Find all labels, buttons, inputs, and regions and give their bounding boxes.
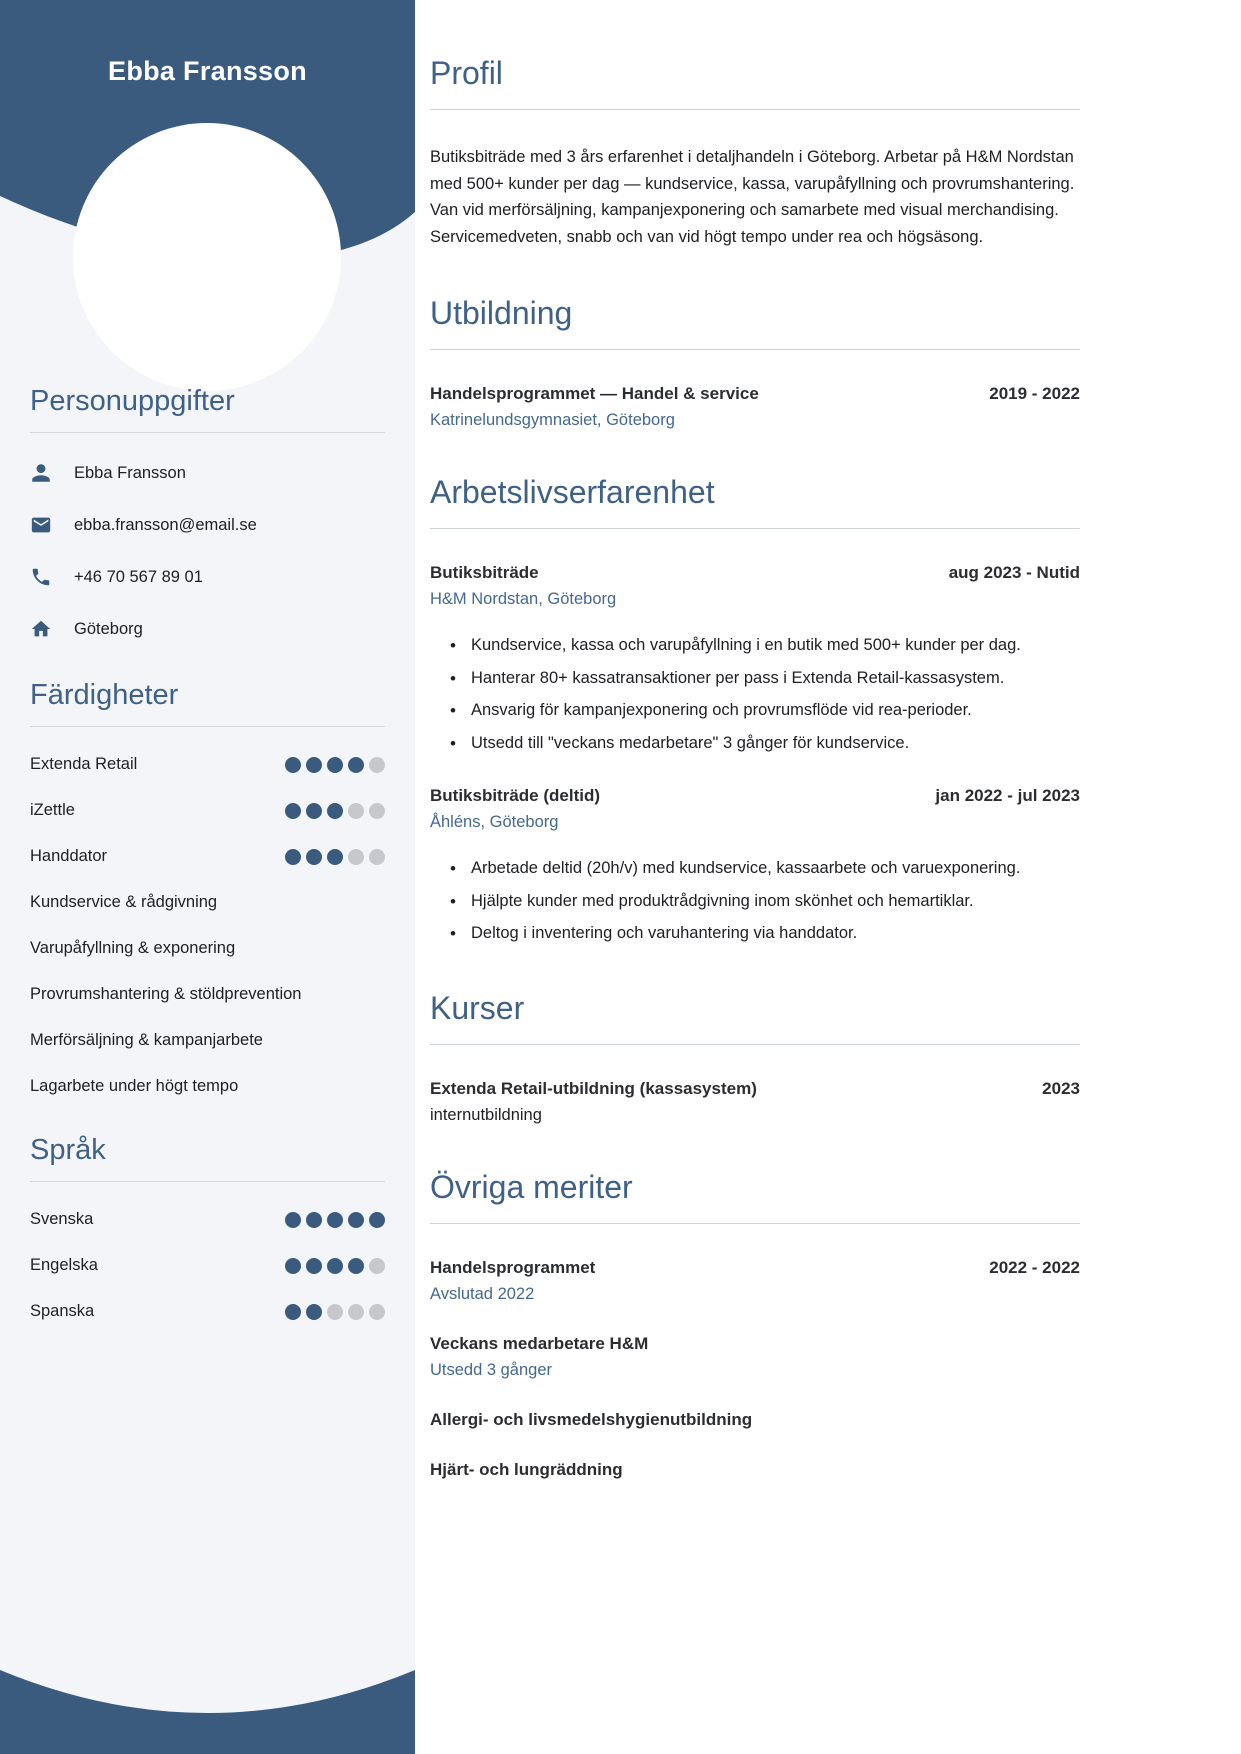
personal-details-title: Personuppgifter (30, 385, 385, 433)
contact-value: ebba.fransson@email.se (74, 515, 257, 534)
skill-row-label: Handdator (30, 847, 108, 865)
entry-date: 2019 - 2022 (989, 383, 1080, 403)
mail-icon (30, 513, 56, 537)
entry (430, 384, 1080, 430)
dot-filled (285, 757, 301, 773)
bullet-item: • Kundservice, kassa och varupåfyllning i en butik med 500+ kunder per dag. (450, 633, 1080, 658)
bullet-item: • Hjälpte kunder med produktrådgivning inom skönhet och hemartiklar. (450, 889, 1080, 914)
rating-dots (280, 803, 385, 819)
entry-title: Butiksbiträde (430, 562, 539, 582)
dot-filled (306, 1212, 322, 1228)
dot-filled (327, 757, 343, 773)
languages-list (30, 1210, 385, 1321)
contact-value: Ebba Fransson (74, 463, 186, 482)
section-personuppgifter (30, 385, 385, 641)
rating-dots (280, 849, 385, 865)
section-profil (430, 55, 1080, 251)
section-ovriga-meriter (430, 1169, 1080, 1480)
section-fardigheter (30, 679, 385, 1096)
language-row (30, 1210, 385, 1229)
sidebar (0, 0, 415, 1754)
profile-paragraph: Butiksbiträde med 3 års erfarenhet i detaljhandeln i Göteborg. Arbetar på H&M Nordstan med 500+ kunder per dag — kundservice, kassa, varupåfyllning och provrumshantering. Van vid merförsäljning, kampanjexponering och samarbete med visual merchandising. Servicemedveten, snabb och van vid högt tempo under rea och högsäsong. (430, 148, 1075, 247)
dot-empty (369, 757, 385, 773)
sidebar-bottom-curve (0, 1634, 415, 1754)
skill-row (30, 1077, 385, 1096)
entry-title: Handelsprogrammet (430, 1258, 596, 1278)
skills-title: Färdigheter (30, 679, 385, 727)
home-icon (30, 617, 56, 641)
entry-date: 2023 (1042, 1079, 1080, 1099)
dot-filled (348, 1212, 364, 1228)
entry (430, 563, 1080, 756)
entry (430, 1258, 1080, 1304)
dot-empty (369, 803, 385, 819)
entry-date: jan 2022 - jul 2023 (935, 785, 1080, 805)
skill-row-label: Lagarbete under högt tempo (30, 1077, 239, 1095)
entry-bullets (430, 633, 1080, 756)
section-kurser (430, 990, 1080, 1125)
contact-row (30, 617, 385, 641)
section-utbildning (430, 295, 1080, 430)
dot-filled (285, 1212, 301, 1228)
dot-filled (285, 1258, 301, 1274)
section-body (430, 529, 1080, 946)
language-row (30, 1256, 385, 1275)
skill-row (30, 893, 385, 912)
phone-icon (30, 565, 56, 589)
rating-dots (280, 757, 385, 773)
dot-filled (348, 757, 364, 773)
entry-date: aug 2023 - Nutid (948, 562, 1080, 582)
language-row-label: Spanska (30, 1302, 95, 1320)
skill-row (30, 985, 385, 1004)
dot-empty (369, 1304, 385, 1320)
rating-dots (280, 1212, 385, 1228)
skill-row-label: Kundservice & rådgivning (30, 893, 218, 911)
skill-row (30, 801, 385, 820)
person-name: Ebba Fransson (108, 56, 307, 86)
section-title-arbetslivserfarenhet: Arbetslivserfarenhet (430, 474, 1080, 529)
rating-dots (280, 1258, 385, 1274)
dot-filled (369, 1212, 385, 1228)
skill-row-label: Provrumshantering & stöldprevention (30, 985, 302, 1003)
entry-title: Butiksbiträde (deltid) (430, 785, 601, 805)
entry-head (430, 384, 1080, 404)
dot-filled (306, 1258, 322, 1274)
dot-empty (348, 803, 364, 819)
entry-subtitle: Åhléns, Göteborg (430, 812, 559, 831)
dot-filled (306, 849, 322, 865)
contact-row (30, 513, 385, 537)
entry-subtitle: Avslutad 2022 (430, 1285, 535, 1304)
entry (430, 1079, 1080, 1125)
entry-bullets (430, 856, 1080, 946)
entry-subtitle: Katrinelundsgymnasiet, Göteborg (430, 410, 675, 429)
section-body (430, 1045, 1080, 1125)
entry (430, 1460, 1080, 1480)
skills-list (30, 755, 385, 1096)
contact-value: +46 70 567 89 01 (74, 567, 203, 586)
main-column (430, 0, 1080, 1480)
skill-row (30, 755, 385, 774)
entry-date: 2022 - 2022 (989, 1258, 1080, 1278)
language-row-label: Engelska (30, 1256, 98, 1274)
languages-title: Språk (30, 1134, 385, 1182)
section-arbetslivserfarenhet (430, 474, 1080, 946)
entry (430, 786, 1080, 946)
dot-empty (369, 1258, 385, 1274)
section-title-utbildning: Utbildning (430, 295, 1080, 350)
dot-filled (327, 849, 343, 865)
entry (430, 1410, 1080, 1430)
entry-head (430, 1460, 1080, 1480)
dot-filled (285, 803, 301, 819)
skill-row-label: Varupåfyllning & exponering (30, 939, 236, 957)
entry-subtitle: H&M Nordstan, Göteborg (430, 589, 617, 608)
entry-head (430, 1258, 1080, 1278)
dot-empty (348, 1304, 364, 1320)
dot-filled (327, 1212, 343, 1228)
dot-empty (327, 1304, 343, 1320)
section-body (430, 1224, 1080, 1480)
entry-title: Veckans medarbetare H&M (430, 1334, 649, 1354)
contact-list (30, 461, 385, 641)
section-body (430, 110, 1080, 251)
entry (430, 1334, 1080, 1380)
section-sprak (30, 1134, 385, 1321)
dot-filled (285, 1304, 301, 1320)
entry-head (430, 1334, 1080, 1354)
skill-row (30, 939, 385, 958)
rating-dots (280, 1304, 385, 1320)
entry-subtitle: Utsedd 3 gånger (430, 1361, 553, 1380)
dot-filled (348, 1258, 364, 1274)
entry-head (430, 1410, 1080, 1430)
entry-title: Allergi- och livsmedelshygienutbildning (430, 1410, 753, 1430)
language-row-label: Svenska (30, 1210, 94, 1228)
dot-filled (306, 1304, 322, 1320)
skill-row (30, 847, 385, 866)
section-title-profil: Profil (430, 55, 1080, 110)
dot-filled (327, 803, 343, 819)
skill-row-label: Merförsäljning & kampanjarbete (30, 1031, 263, 1049)
section-body (430, 350, 1080, 430)
dot-filled (285, 849, 301, 865)
contact-row (30, 565, 385, 589)
entry-head (430, 1079, 1080, 1099)
section-title-kurser: Kurser (430, 990, 1080, 1045)
contact-row (30, 461, 385, 485)
dot-filled (306, 803, 322, 819)
entry-subtitle: internutbildning (430, 1106, 542, 1125)
entry-head (430, 786, 1080, 806)
dot-filled (306, 757, 322, 773)
dot-empty (348, 849, 364, 865)
entry-title: Extenda Retail-utbildning (kassasystem) (430, 1079, 757, 1099)
entry-head (430, 563, 1080, 583)
contact-value: Göteborg (74, 619, 143, 638)
bullet-item: • Ansvarig för kampanjexponering och provrumsflöde vid rea-perioder. (450, 698, 1080, 723)
skill-row-label: iZettle (30, 801, 75, 819)
user-icon (30, 461, 56, 485)
language-row (30, 1302, 385, 1321)
bullet-item: • Hanterar 80+ kassatransaktioner per pass i Extenda Retail-kassasystem. (450, 666, 1080, 691)
bullet-item: • Deltog i inventering och varuhantering via handdator. (450, 921, 1080, 946)
dot-filled (327, 1258, 343, 1274)
bullet-item: • Arbetade deltid (20h/v) med kundservice, kassaarbete och varuexponering. (450, 856, 1080, 881)
skill-row-label: Extenda Retail (30, 755, 138, 773)
dot-empty (369, 849, 385, 865)
section-title-ovriga-meriter: Övriga meriter (430, 1169, 1080, 1224)
entry-title: Handelsprogrammet — Handel & service (430, 383, 759, 403)
sidebar-content (0, 0, 415, 1321)
entry-title: Hjärt- och lungräddning (430, 1460, 623, 1480)
skill-row (30, 1031, 385, 1050)
bullet-item: • Utsedd till "veckans medarbetare" 3 gånger för kundservice. (450, 731, 1080, 756)
